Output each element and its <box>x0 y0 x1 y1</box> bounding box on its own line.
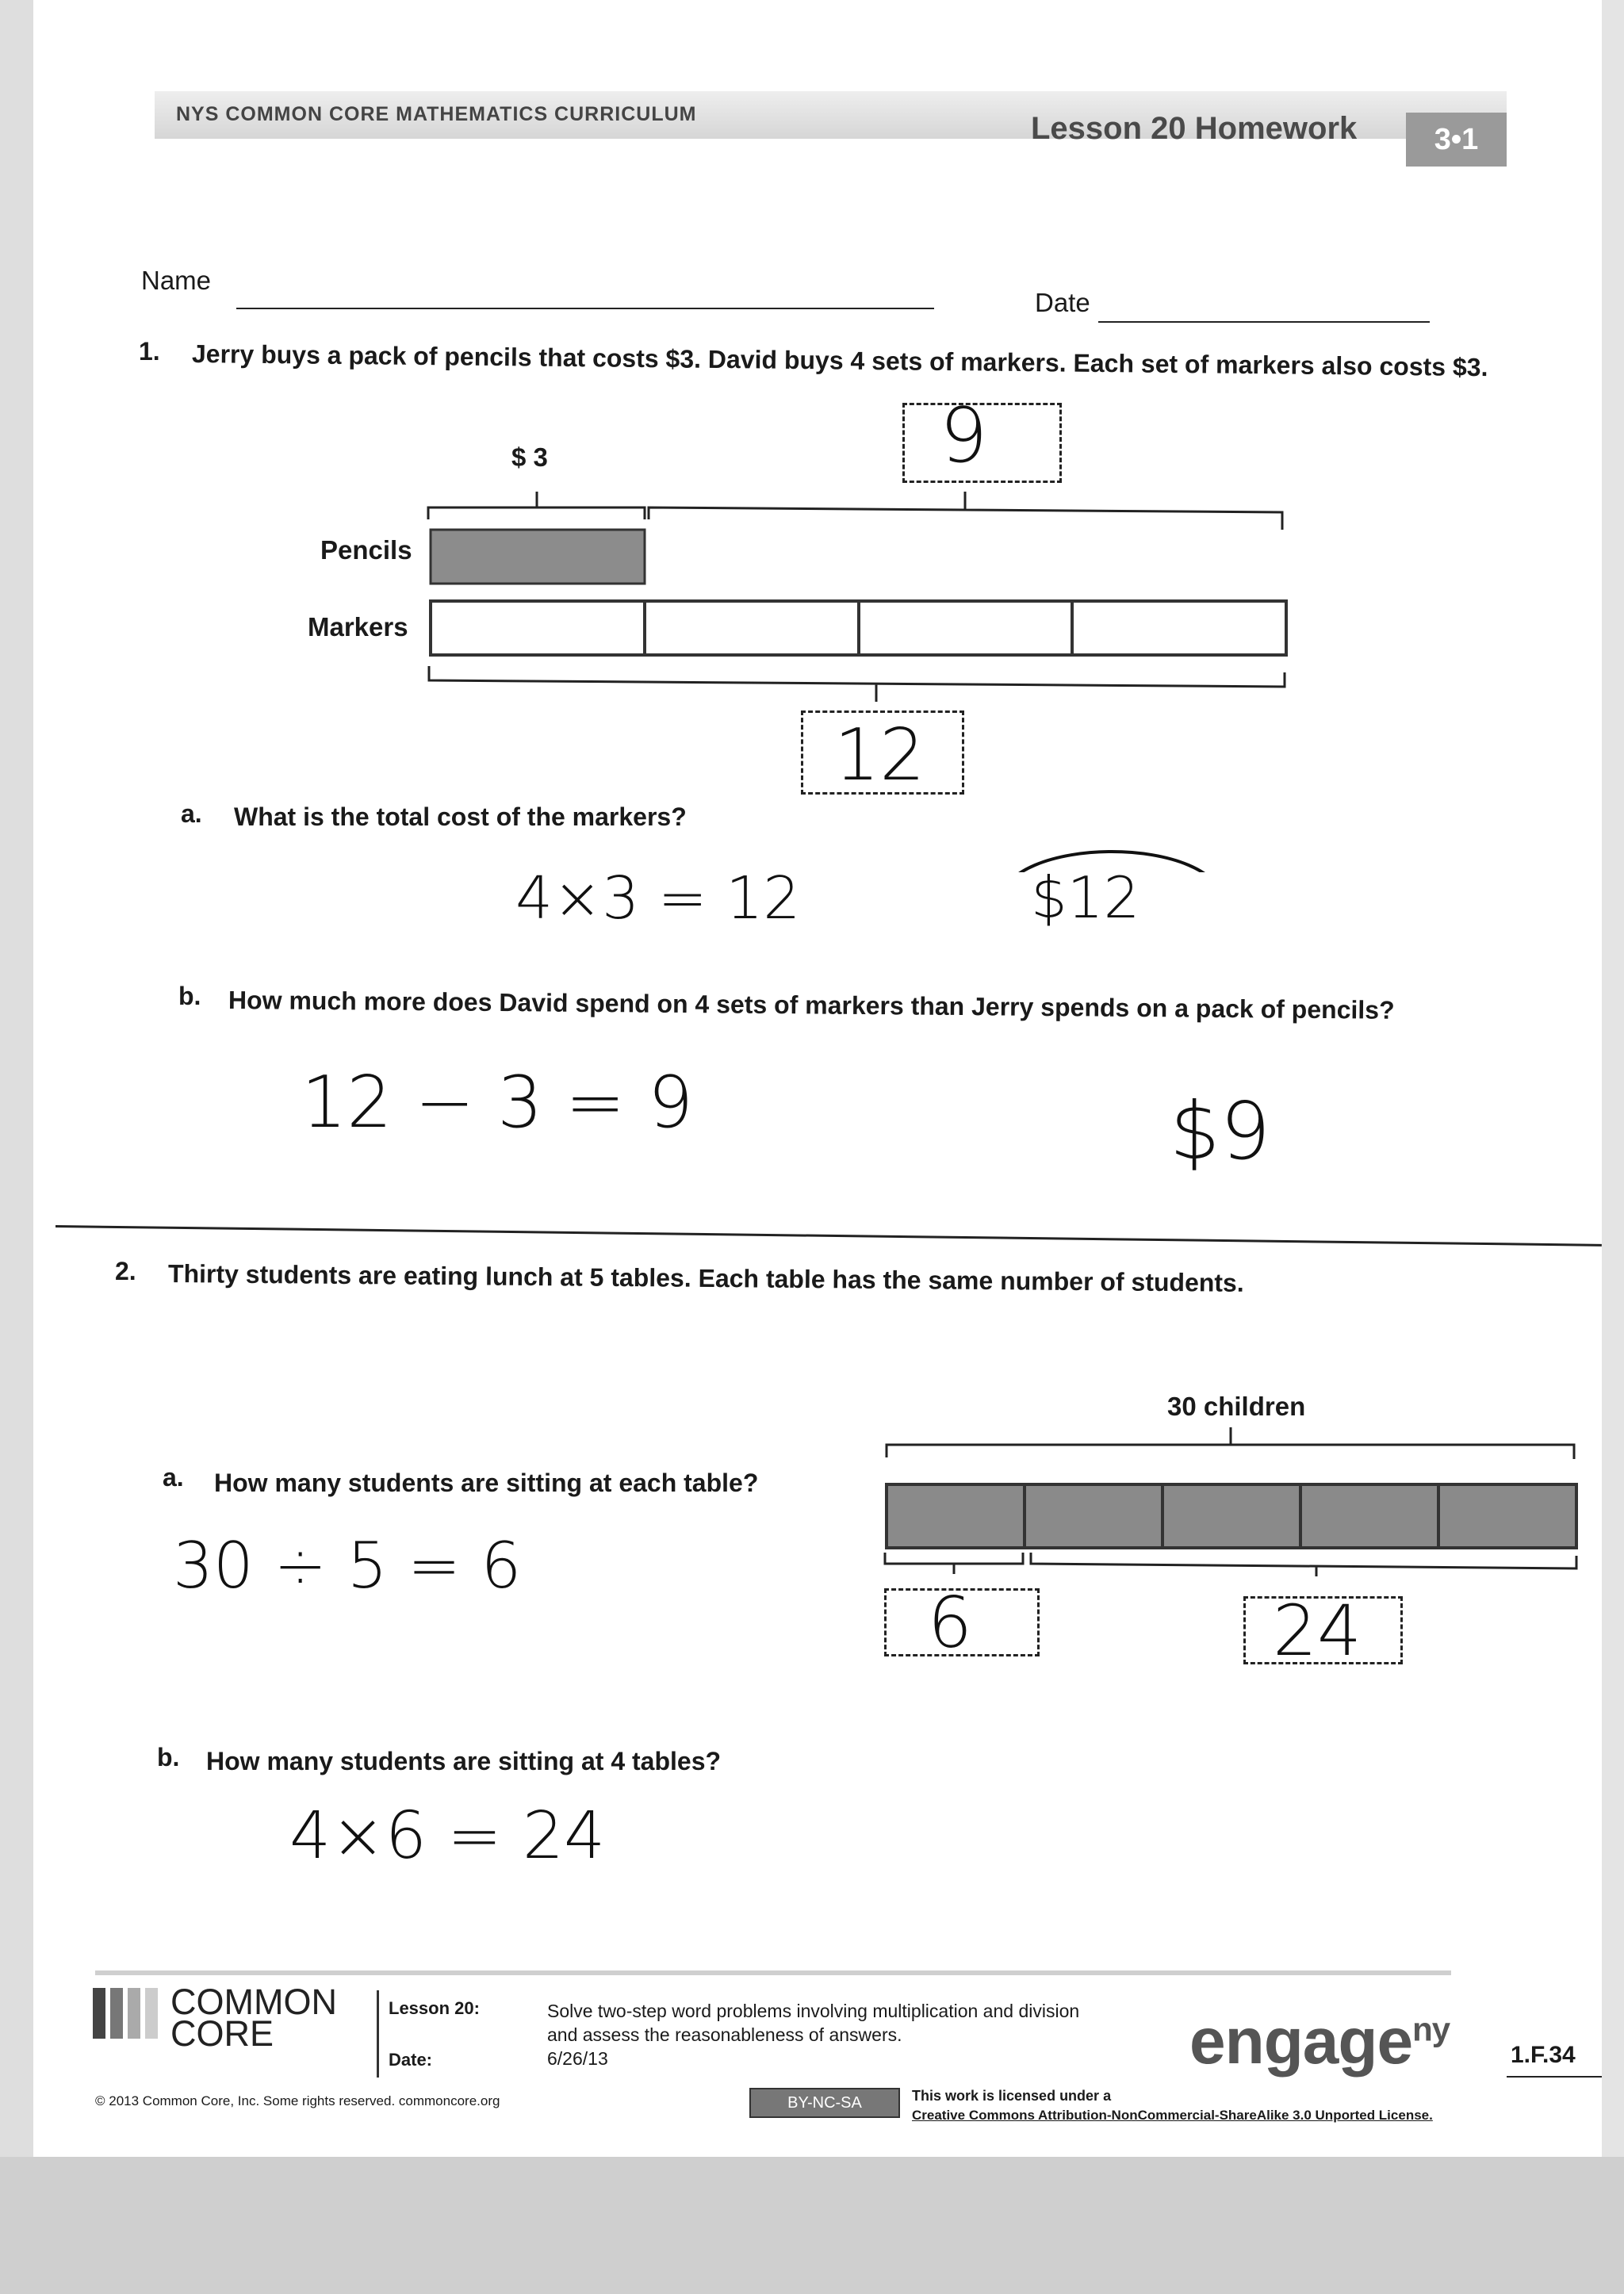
pencils-bar <box>431 530 645 584</box>
footer-lesson-label: Lesson 20: <box>389 1998 480 2018</box>
students-bar <box>887 1484 1576 1548</box>
footer-copyright: © 2013 Common Core, Inc. Some rights reserved. commoncore.org <box>95 2093 500 2108</box>
engageny-logo <box>1189 2005 1450 2079</box>
p2-part-b-question: How many students are sitting at 4 tables? <box>206 1747 722 1775</box>
problem-1-text: Jerry buys a pack of pencils that costs $3. David buys 4 sets of markers. Each set of markers also costs $3. <box>191 339 1488 382</box>
p2-part-a-question: How many students are sitting at each table? <box>214 1469 759 1497</box>
part-a-question: What is the total cost of the markers? <box>234 802 687 831</box>
problem-2-text: Thirty students are eating lunch at 5 tables. Each table has the same number of students. <box>167 1259 1244 1297</box>
brand-superscript: ny <box>1412 2010 1450 2048</box>
one-table-answer: 6 <box>928 1582 972 1664</box>
part-a-work: 4×3 = 12 <box>515 864 801 933</box>
pencils-price-label: $ 3 <box>511 442 548 472</box>
p2-part-b-work: 4×6 = 24 <box>289 1798 606 1874</box>
footer-objective-2: and assess the reasonableness of answers. <box>547 2024 902 2045</box>
common-core-logo-icon <box>91 1986 163 2042</box>
total-children-brace <box>887 1427 1574 1459</box>
markers-label: Markers <box>308 612 408 641</box>
footer-date-value: 6/26/13 <box>547 2048 608 2069</box>
part-b-answer: $9 <box>1170 1085 1271 1178</box>
difference-answer: 9 <box>940 393 988 480</box>
part-a-answer: $12 <box>1031 864 1140 931</box>
license-line-1: This work is licensed under a <box>912 2088 1112 2104</box>
part-b-work: 12 − 3 = 9 <box>301 1061 694 1144</box>
part-b-question: How much more does David spend on 4 sets of markers than Jerry spends on a pack of pencils? <box>228 986 1395 1024</box>
cc-license-badge: BY-NC-SA <box>749 2088 900 2118</box>
part-b-letter: b. <box>178 982 201 1010</box>
problem-1-number: 1. <box>139 337 160 366</box>
p2-part-a-work: 30 ÷ 5 = 6 <box>173 1529 522 1603</box>
part-a-letter: a. <box>181 799 202 828</box>
four-tables-answer: 24 <box>1273 1590 1362 1672</box>
module-badge: 3•1 <box>1406 113 1507 167</box>
total-answer: 12 <box>834 714 925 797</box>
page-number: 1.F.34 <box>1511 2042 1576 2068</box>
logo-line-2: CORE <box>170 2013 274 2054</box>
problem-2-number: 2. <box>115 1257 136 1285</box>
pencils-label: Pencils <box>320 535 412 565</box>
lesson-title: Lesson 20 Homework <box>1031 111 1358 146</box>
license-link[interactable]: Creative Commons Attribution-NonCommercial-ShareAlike 3.0 Unported License. <box>912 2108 1433 2123</box>
name-label: Name <box>141 266 212 295</box>
scan-bottom-margin <box>0 2157 1624 2294</box>
date-label: Date <box>1035 288 1090 317</box>
total-children-label: 30 children <box>1167 1392 1306 1421</box>
section-divider <box>56 1225 1602 1247</box>
difference-brace <box>649 492 1282 530</box>
p2-part-b-letter: b. <box>157 1743 180 1771</box>
footer-divider <box>377 1990 379 2078</box>
page-number-rule <box>1507 2076 1602 2078</box>
four-tables-brace <box>1031 1553 1576 1576</box>
footer-date-label: Date: <box>389 2050 433 2070</box>
one-table-brace <box>885 1553 1023 1574</box>
logo-line-1: COMMON <box>170 1982 337 2022</box>
footer-objective-1: Solve two-step word problems involving multiplication and division <box>547 2001 1080 2021</box>
markers-total-brace <box>429 666 1285 702</box>
pencils-brace <box>428 492 645 519</box>
p2-part-a-letter: a. <box>163 1463 184 1492</box>
footer-rule <box>95 1970 1451 1975</box>
curriculum-title: NYS COMMON CORE MATHEMATICS CURRICULUM <box>176 103 697 125</box>
brand-text: engage <box>1189 2005 1413 2078</box>
